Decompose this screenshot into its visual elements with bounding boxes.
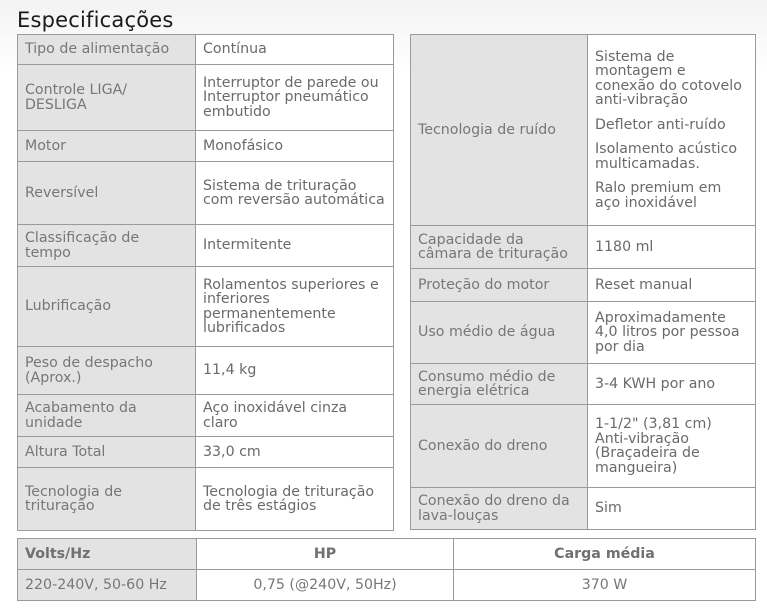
- spec-label: Conexão do dreno da lava-louças: [411, 488, 588, 530]
- spec-label: Tecnologia de ruído: [411, 35, 588, 226]
- spec-row: [18, 35, 394, 65]
- spec-label: Conexão do dreno: [411, 405, 588, 488]
- spec-label: Capacidade da câmara de trituração: [411, 226, 588, 269]
- spec-row: [18, 468, 394, 531]
- spec-label: Lubrificação: [18, 267, 196, 347]
- spec-label: Classificação de tempo: [18, 225, 196, 267]
- spec-value: 1180 ml: [588, 226, 756, 269]
- noise-feature: Sistema de montagem e conexão do cotovelo anti-vibração: [595, 48, 742, 109]
- spec-value: Interruptor de parede ou Interruptor pneumático embutido: [196, 65, 394, 131]
- spec-value-list: [588, 35, 756, 226]
- spec-row: [18, 225, 394, 267]
- cell-carga-media: 370 W: [454, 570, 756, 601]
- table-header-row: [18, 539, 756, 570]
- spec-value: Reset manual: [588, 269, 756, 302]
- spec-label: Acabamento da unidade: [18, 395, 196, 437]
- spec-label: Tecnologia de trituração: [18, 468, 196, 531]
- spec-row: [411, 405, 756, 488]
- spec-value: Aproximadamente 4,0 litros por pessoa por dia: [588, 302, 756, 364]
- spec-table-right: [410, 34, 756, 530]
- noise-feature: Defletor anti-ruído: [595, 116, 726, 133]
- cell-volts-hz: 220-240V, 50-60 Hz: [18, 570, 197, 601]
- table-row: [18, 570, 756, 601]
- spec-label: Uso médio de água: [411, 302, 588, 364]
- noise-feature: Isolamento acústico multicamadas.: [595, 141, 738, 172]
- spec-row: [18, 65, 394, 131]
- spec-label: Consumo médio de energia elétrica: [411, 364, 588, 405]
- spec-row: [18, 437, 394, 468]
- spec-value: Intermitente: [196, 225, 394, 267]
- spec-value: Rolamentos superiores e inferiores permanentemente lubrificados: [196, 267, 394, 347]
- noise-feature: Ralo premium em aço inoxidável: [595, 180, 722, 211]
- spec-value: 1-1/2" (3,81 cm) Anti-vibração (Braçadeira de mangueira): [588, 405, 756, 488]
- spec-label: Reversível: [18, 162, 196, 225]
- spec-value: 33,0 cm: [196, 437, 394, 468]
- spec-value: 11,4 kg: [196, 347, 394, 395]
- spec-label: Altura Total: [18, 437, 196, 468]
- spec-value: Sim: [588, 488, 756, 530]
- spec-row: [411, 269, 756, 302]
- spec-row: [411, 226, 756, 269]
- spec-row: [18, 162, 394, 225]
- header-carga-media: Carga média: [454, 539, 756, 570]
- page-title: Especificações: [17, 8, 174, 32]
- cell-hp: 0,75 (@240V, 50Hz): [197, 570, 454, 601]
- spec-row: [18, 395, 394, 437]
- spec-label: Motor: [18, 131, 196, 162]
- spec-row: [18, 267, 394, 347]
- spec-row-noise: [411, 35, 756, 226]
- spec-value: Aço inoxidável cinza claro: [196, 395, 394, 437]
- header-volts-hz: Volts/Hz: [18, 539, 197, 570]
- spec-value: 3-4 KWH por ano: [588, 364, 756, 405]
- spec-row: [411, 488, 756, 530]
- spec-row: [18, 347, 394, 395]
- spec-row: [18, 131, 394, 162]
- spec-value: Monofásico: [196, 131, 394, 162]
- spec-table-left: [17, 34, 394, 531]
- spec-row: [411, 302, 756, 364]
- spec-value: Sistema de trituração com reversão automática: [196, 162, 394, 225]
- spec-label: Proteção do motor: [411, 269, 588, 302]
- header-hp: HP: [197, 539, 454, 570]
- spec-row: [411, 364, 756, 405]
- spec-label: Peso de despacho (Aprox.): [18, 347, 196, 395]
- spec-value: Tecnologia de trituração de três estágios: [196, 468, 394, 531]
- spec-label: Tipo de alimentação: [18, 35, 196, 65]
- electrical-spec-table: [17, 538, 756, 601]
- spec-label: Controle LIGA/ DESLIGA: [18, 65, 196, 131]
- spec-value: Contínua: [196, 35, 394, 65]
